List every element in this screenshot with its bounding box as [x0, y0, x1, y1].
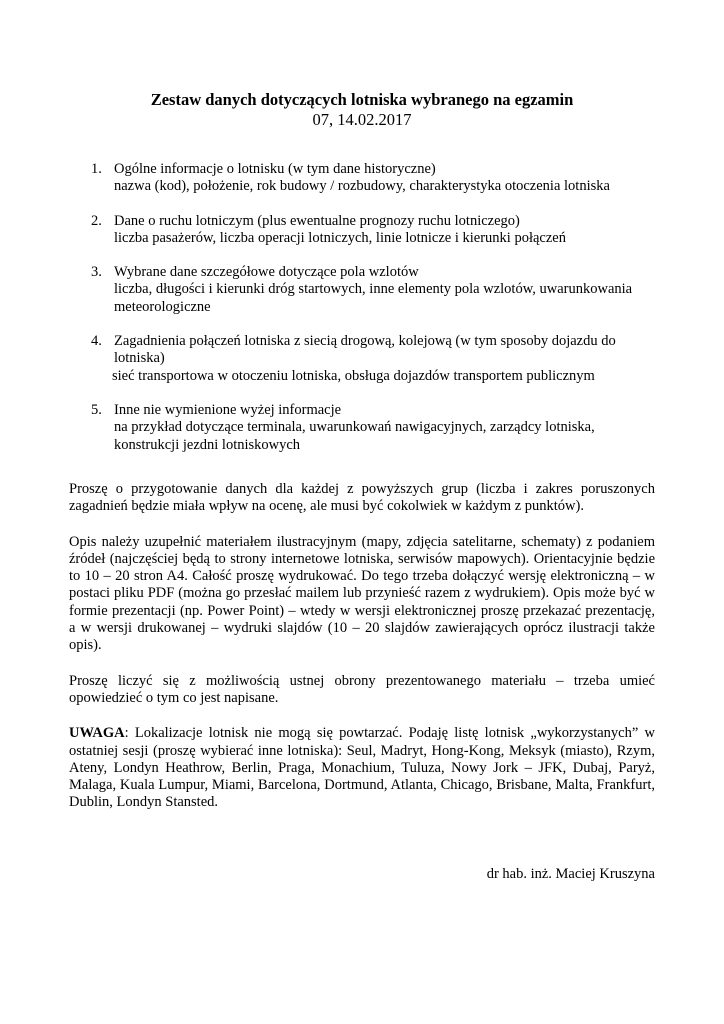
list-item-number: 1. [91, 161, 102, 177]
paragraph-note [69, 725, 655, 811]
list-item [91, 161, 661, 196]
list-item-number: 4. [91, 333, 102, 350]
paragraph-oral-defense: Proszę liczyć się z możliwością ustnej obrony prezentowanego materiału – trzeba umieć opowiedzieć o tym co jest napisane. [69, 672, 655, 706]
list-item-number: 3. [91, 264, 102, 281]
list-item-number: 5. [91, 401, 102, 418]
list-item [91, 402, 661, 454]
list-item-detail: na przykład dotyczące terminala, uwarunkowań nawigacyjnych, zarządcy lotniska, konstrukcji jezdni lotniskowych [114, 419, 595, 453]
list-item [91, 333, 661, 385]
list-item-heading: Inne nie wymienione wyżej informacje [114, 401, 342, 418]
paragraph-illustrations: Opis należy uzupełnić materiałem ilustracyjnym (mapy, zdjęcia satelitarne, schematy) z podaniem źródeł (najczęściej będą to strony internetowe lotniska, serwisów mapowych). Orientacyjnie będzie to 10 – 20 stron A4. Całość proszę wydrukować. Do tego trzeba dołączyć wersję elektroniczną – w postaci pliku PDF (można go przesłać mailem lub przynieść razem z wydrukiem). Opis może być w formie prezentacji (np. Power Point) – wtedy w wersji elektronicznej proszę przekazać prezentację, a w wersji drukowanej – wydruki slajdów (10 – 20 slajdów zawierających oprócz ilustracji także opis). [69, 533, 655, 654]
list-item-detail: sieć transportowa w otoczeniu lotniska, obsługa dojazdów transportem publicznym [112, 367, 595, 384]
paragraph-data-request: Proszę o przygotowanie danych dla każdej z powyższych grup (liczba i zakres poruszonych zagadnień będzie miała wpływ na ocenę, ale musi być cokolwiek w każdym z punktów). [69, 481, 655, 515]
list-item-heading: Wybrane dane szczegółowe dotyczące pola wzlotów [114, 264, 419, 281]
note-text: : Lokalizacje lotnisk nie mogą się powtarzać. Podaję listę lotnisk „wykorzystanych” w ostatniej sesji (proszę wybierać inne lotniska): Seul, Madryt, Hong-Kong, Meksyk (miasto), Rzym, Ateny, Londyn Heathrow, Berlin, Praga, Monachium, Tuluza, Nowy Jork – JFK, Dubaj, Paryż, Malaga, Kuala Lumpur, Miami, Barcelona, Dortmund, Atlanta, Chicago, Brisbane, Malta, Frankfurt, Dublin, Londyn Stansted. [69, 725, 655, 811]
requirements-list [91, 161, 661, 454]
list-item-detail: liczba, długości i kierunki dróg startowych, inne elementy pola wzlotów, uwarunkowania meteorologiczne [114, 281, 633, 315]
list-item-heading: Dane o ruchu lotniczym (plus ewentualne prognozy ruchu lotniczego) [114, 212, 520, 229]
list-item-detail: liczba pasażerów, liczba operacji lotniczych, linie lotnicze i kierunki połączeń [114, 229, 566, 246]
document-date: 07, 14.02.2017 [312, 110, 412, 129]
note-label: UWAGA [69, 725, 125, 742]
list-item [91, 213, 661, 248]
document-title: Zestaw danych dotyczących lotniska wybranego na egzamin [150, 90, 574, 109]
list-item [91, 264, 661, 316]
list-item-heading: Zagadnienia połączeń lotniska z siecią drogową, kolejową (w tym sposoby dojazdu do lotniska) [114, 333, 616, 367]
body-text [69, 481, 655, 812]
list-item-heading: Ogólne informacje o lotnisku (w tym dane historyczne) [114, 161, 436, 177]
list-item-number: 2. [91, 212, 102, 229]
list-item-detail: nazwa (kod), położenie, rok budowy / rozbudowy, charakterystyka otoczenia lotniska [114, 178, 610, 195]
signature: dr hab. inż. Maciej Kruszyna [486, 866, 655, 882]
